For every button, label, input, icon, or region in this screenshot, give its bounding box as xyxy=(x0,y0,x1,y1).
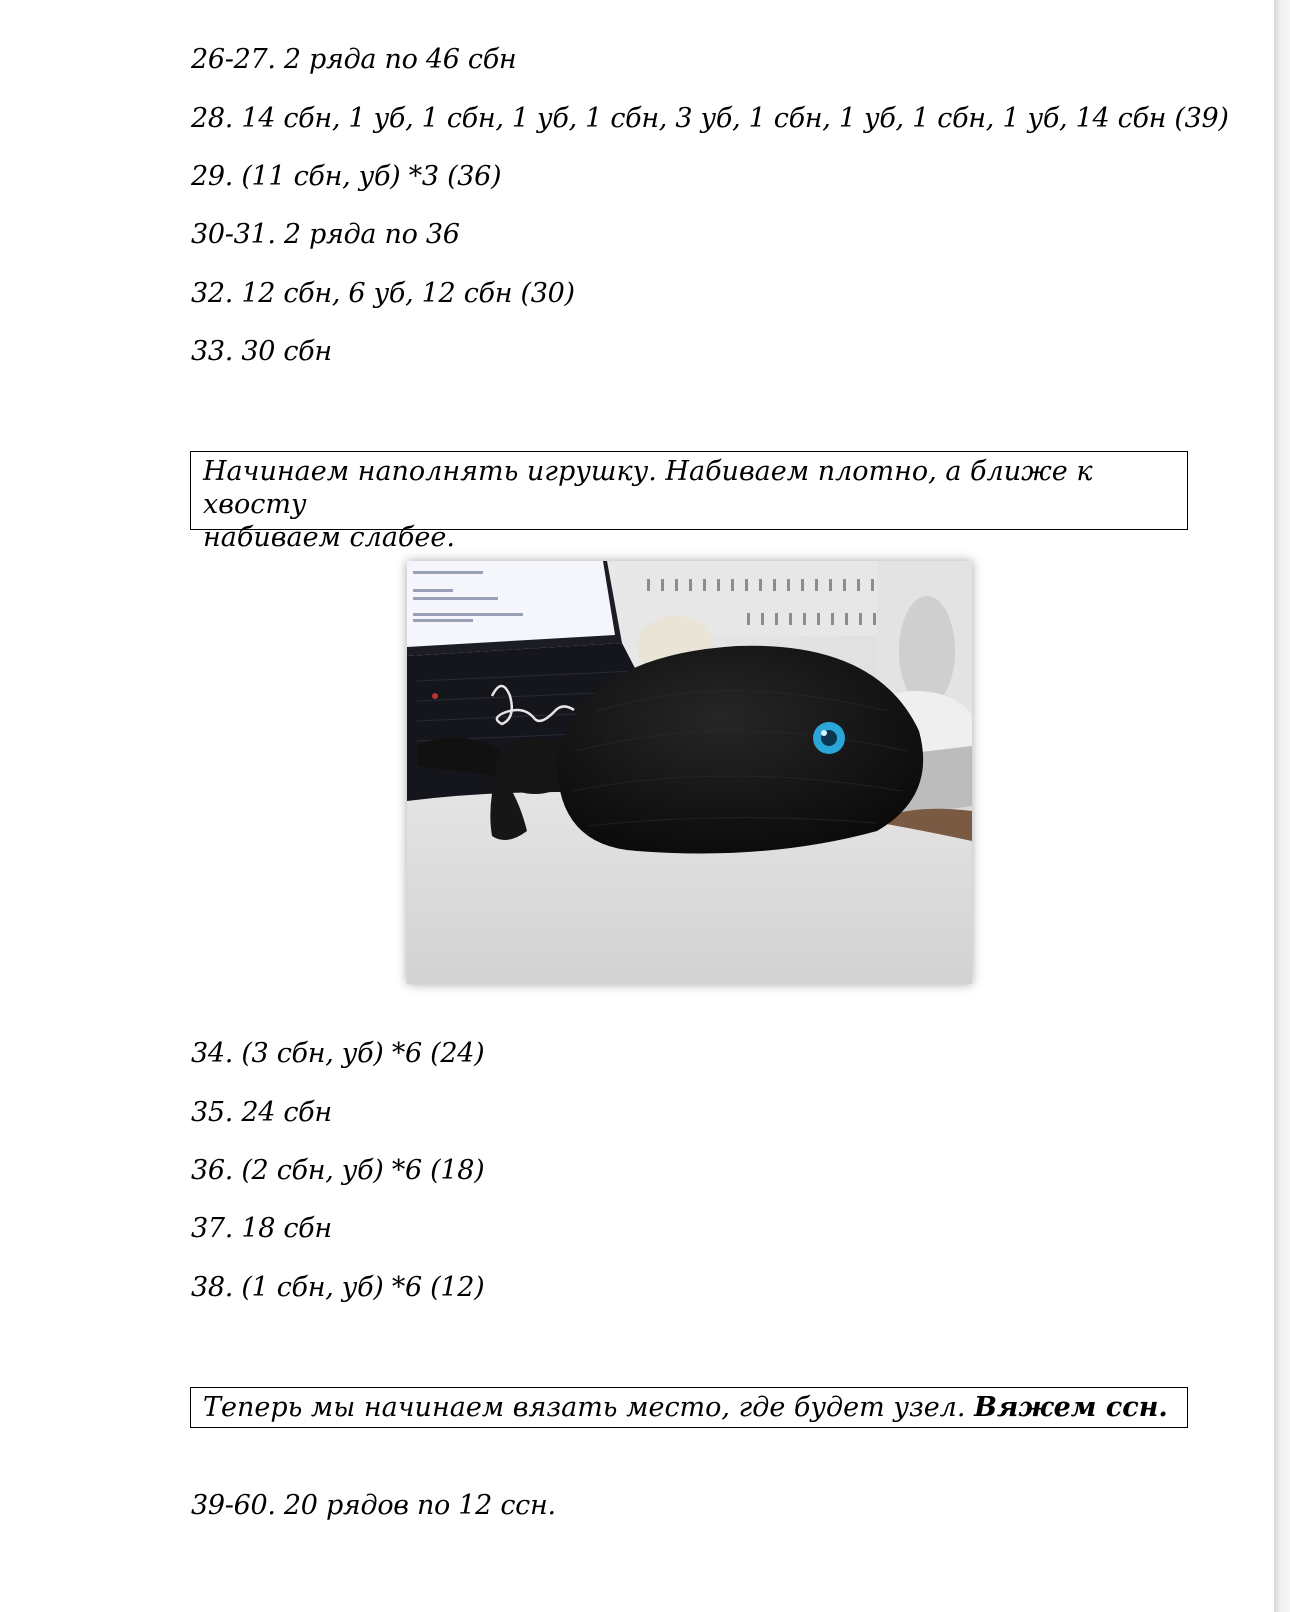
note-bold-text: Вяжем ссн. xyxy=(974,1392,1168,1423)
note-text: Теперь мы начинаем вязать место, где будет узел. xyxy=(203,1392,966,1423)
step-line: 38. (1 сбн, уб) *6 (12) xyxy=(191,1272,485,1303)
whale-photo-illustration xyxy=(407,561,972,984)
step-line: 30-31. 2 ряда по 36 xyxy=(191,219,460,250)
crochet-whale-photo xyxy=(407,561,972,984)
step-line: 32. 12 сбн, 6 уб, 12 сбн (30) xyxy=(191,278,575,309)
step-line: 39-60. 20 рядов по 12 ссн. xyxy=(191,1490,556,1521)
step-line: 28. 14 сбн, 1 уб, 1 сбн, 1 уб, 1 сбн, 3 уб, 1 сбн, 1 уб, 1 сбн, 1 уб, 14 сбн (39) xyxy=(191,103,1229,134)
step-line: 26-27. 2 ряда по 46 сбн xyxy=(191,44,517,75)
instruction-note-knot xyxy=(190,1387,1188,1428)
step-line: 34. (3 сбн, уб) *6 (24) xyxy=(191,1038,485,1069)
step-line: 33. 30 сбн xyxy=(191,336,332,367)
page-edge-shadow xyxy=(1274,0,1290,1612)
note-line: Начинаем наполнять игрушку. Набиваем плотно, а ближе к хвосту xyxy=(203,456,1093,520)
step-line: 35. 24 сбн xyxy=(191,1097,332,1128)
note-line: набиваем слабее. xyxy=(203,522,455,553)
instruction-note-stuffing xyxy=(190,451,1188,553)
step-line: 29. (11 сбн, уб) *3 (36) xyxy=(191,161,502,192)
step-line: 37. 18 сбн xyxy=(191,1213,332,1244)
step-line: 36. (2 сбн, уб) *6 (18) xyxy=(191,1155,485,1186)
